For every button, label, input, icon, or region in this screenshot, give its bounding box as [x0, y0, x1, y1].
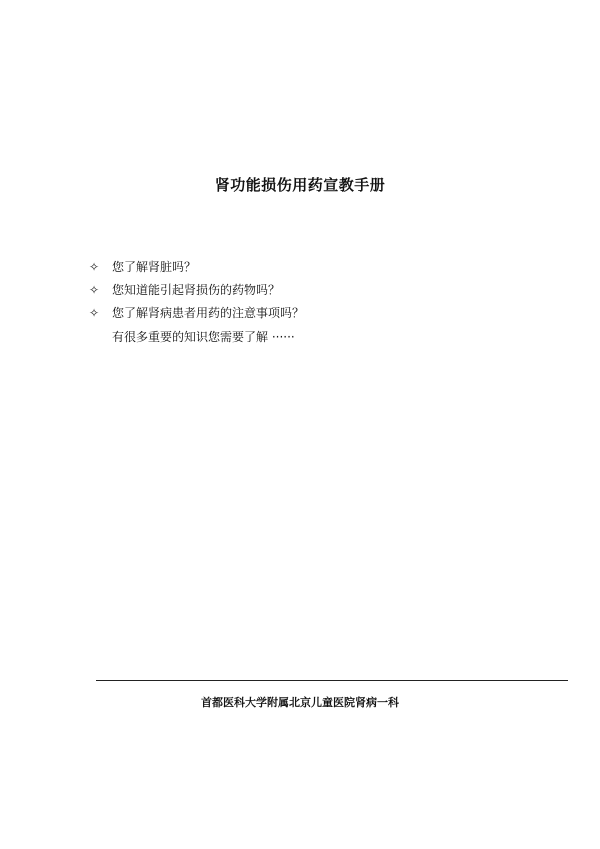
list-item — [88, 302, 304, 325]
diamond-star-bullet-icon: ✧ — [89, 283, 100, 297]
intro-note: 有很多重要的知识您需要了解 ······ — [112, 330, 295, 344]
question-list — [88, 256, 304, 325]
question-text: 您知道能引起肾损伤的药物吗？ — [112, 283, 281, 297]
diamond-star-bullet-icon: ✧ — [89, 306, 100, 320]
list-item — [88, 256, 304, 279]
question-text: 您了解肾病患者用药的注意事项吗？ — [112, 306, 305, 320]
diamond-star-bullet-icon: ✧ — [89, 260, 100, 274]
footer-divider — [96, 680, 568, 681]
document-title: 肾功能损伤用药宣教手册 — [214, 176, 386, 194]
footer-institution: 首都医科大学附属北京儿童医院肾病一科 — [201, 696, 399, 709]
list-item — [88, 279, 304, 302]
question-text: 您了解肾脏吗？ — [112, 260, 197, 274]
